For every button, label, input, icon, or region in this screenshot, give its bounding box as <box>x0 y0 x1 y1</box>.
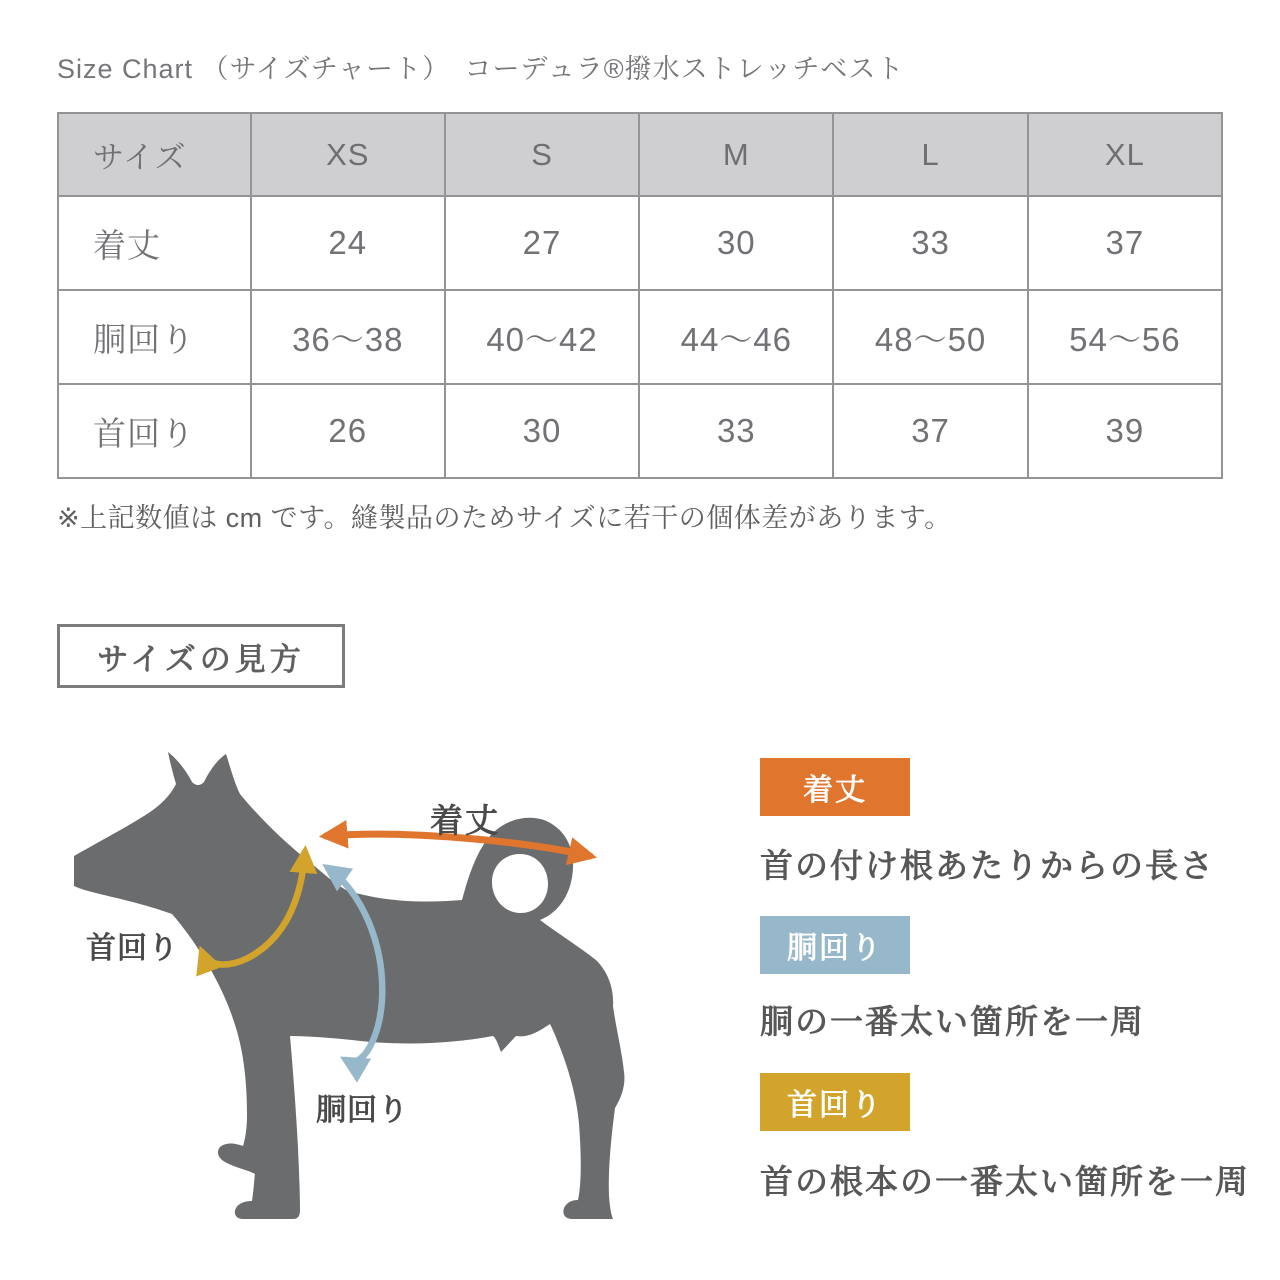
legend-badge-girth <box>760 916 910 974</box>
header-cell-l: L <box>833 113 1027 196</box>
size-guide-heading: サイズの見方 <box>97 641 305 677</box>
row-label-neck: 首回り <box>58 384 251 478</box>
legend-desc-length: 首の付け根あたりからの長さ <box>760 847 1215 884</box>
legend-desc-neck: 首の根本の一番太い箇所を一周 <box>760 1163 1250 1200</box>
legend-badge-girth-label: 胴回り <box>787 932 883 965</box>
diagram-label-neck: 首回り <box>86 932 179 965</box>
unit-note: ※上記数値は cm です。縫製品のためサイズに若干の個体差があります。 <box>57 503 952 533</box>
header-cell-xl: XL <box>1028 113 1222 196</box>
table-row-length <box>58 196 1222 290</box>
size-guide-heading-box <box>57 624 345 688</box>
cell-neck-m: 33 <box>639 384 833 478</box>
cell-girth-l: 48〜50 <box>833 290 1027 384</box>
dog-measurement-diagram <box>60 740 680 1240</box>
cell-length-s: 27 <box>445 196 639 290</box>
page-title: Size Chart （サイズチャート） コーデュラ®撥水ストレッチベスト <box>57 54 905 84</box>
size-table-header-row <box>58 113 1222 196</box>
cell-girth-xs: 36〜38 <box>251 290 445 384</box>
row-label-girth: 胴回り <box>58 290 251 384</box>
legend-badge-neck-label: 首回り <box>787 1089 883 1122</box>
legend-badge-length-label: 着丈 <box>803 774 867 807</box>
legend-badge-neck <box>760 1073 910 1131</box>
cell-girth-m: 44〜46 <box>639 290 833 384</box>
cell-length-xl: 37 <box>1028 196 1222 290</box>
header-cell-m: M <box>639 113 833 196</box>
row-label-length: 着丈 <box>58 196 251 290</box>
legend-badge-length <box>760 758 910 816</box>
cell-length-l: 33 <box>833 196 1027 290</box>
cell-length-xs: 24 <box>251 196 445 290</box>
legend-desc-girth: 胴の一番太い箇所を一周 <box>760 1003 1145 1040</box>
header-cell-size: サイズ <box>58 113 251 196</box>
cell-neck-xl: 39 <box>1028 384 1222 478</box>
table-row-neck <box>58 384 1222 478</box>
cell-neck-xs: 26 <box>251 384 445 478</box>
cell-neck-s: 30 <box>445 384 639 478</box>
cell-girth-xl: 54〜56 <box>1028 290 1222 384</box>
cell-neck-l: 37 <box>833 384 1027 478</box>
size-table <box>57 112 1223 479</box>
header-cell-s: S <box>445 113 639 196</box>
table-row-girth <box>58 290 1222 384</box>
cell-girth-s: 40〜42 <box>445 290 639 384</box>
cell-length-m: 30 <box>639 196 833 290</box>
header-cell-xs: XS <box>251 113 445 196</box>
diagram-label-girth: 胴回り <box>316 1094 409 1127</box>
dog-silhouette <box>74 752 624 1219</box>
diagram-label-length: 着丈 <box>430 802 500 839</box>
